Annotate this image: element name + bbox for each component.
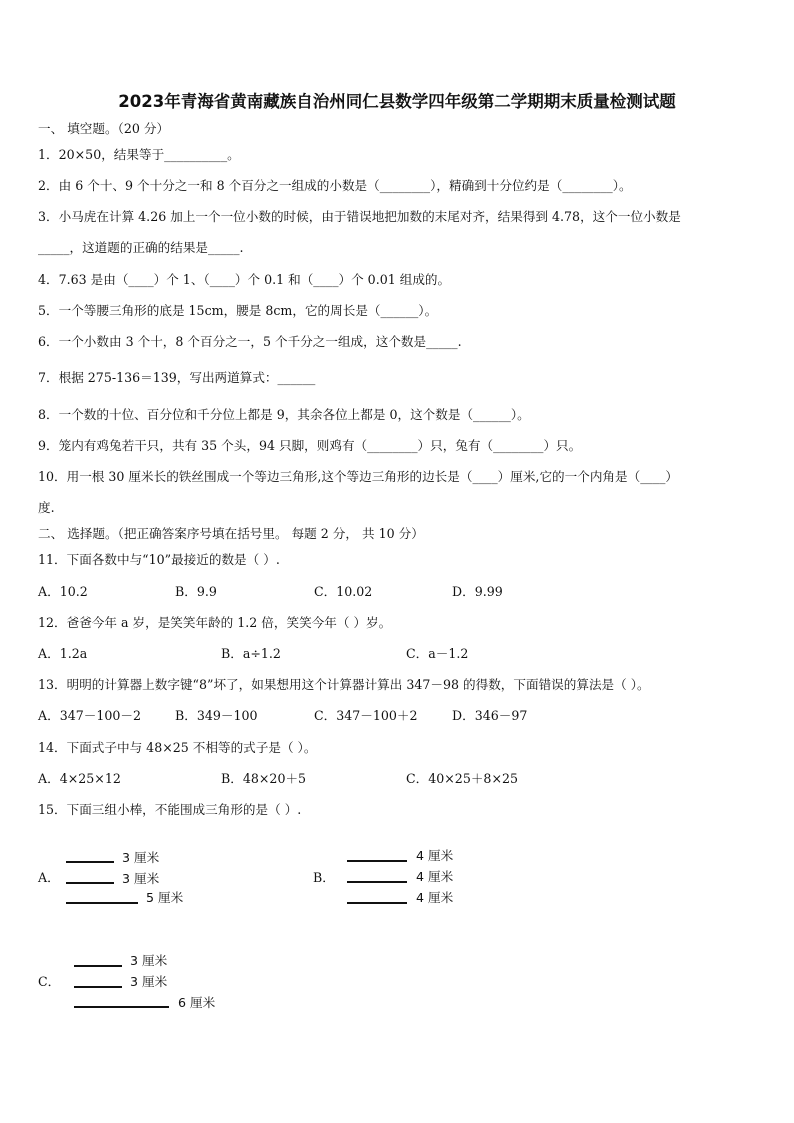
q11-option-c: C．10.02 xyxy=(314,584,373,599)
q12-option-a: A．1.2a xyxy=(38,646,88,661)
page-title: 2023年青海省黄南藏族自治州同仁县数学四年级第二学期期末质量检测试题 xyxy=(118,92,676,111)
q12-option-b: B．a÷1.2 xyxy=(221,646,281,661)
stick-bar xyxy=(74,986,122,988)
stick-bar xyxy=(66,861,114,863)
q13-option-d: D．346－97 xyxy=(452,708,528,723)
q14-option-a: A．4×25×12 xyxy=(38,771,121,786)
question-2: 2．由 6 个十、9 个十分之一和 8 个百分之一组成的小数是（________），精确到十分位约是（________）。 xyxy=(38,178,632,193)
question-10: 10．用一根 30 厘米长的铁丝围成一个等边三角形,这个等边三角形的边长是（____）厘米,它的一个内角是（____） xyxy=(38,469,678,484)
question-15: 15．下面三组小棒，不能围成三角形的是（ ）. xyxy=(38,802,302,817)
stick-bar xyxy=(74,1006,169,1008)
q14-option-b: B．48×20＋5 xyxy=(221,771,307,786)
group-a-letter: A． xyxy=(38,870,60,885)
question-10-cont: 度. xyxy=(38,500,55,515)
stick-bar xyxy=(66,882,114,884)
q13-option-b: B．349－100 xyxy=(175,708,258,723)
stick-length-label: 3 厘米 xyxy=(122,850,160,865)
question-13: 13．明明的计算器上数字键“8”坏了，如果想用这个计算器计算出 347－98 的得数，下面错误的算法是（ ）。 xyxy=(38,677,650,692)
q13-option-c: C．347－100＋2 xyxy=(314,708,418,723)
question-9: 9．笼内有鸡兔若干只，共有 35 个头，94 只脚，则鸡有（________）只，兔有（________）只。 xyxy=(38,438,582,453)
stick-bar xyxy=(347,881,407,883)
stick-bar xyxy=(74,965,122,967)
question-1: 1．20×50，结果等于__________。 xyxy=(38,147,240,162)
section-heading-choice: 二、 选择题。（把正确答案序号填在括号里。 每题 2 分， 共 10 分） xyxy=(38,526,424,541)
question-7: 7．根据 275-136＝139，写出两道算式：______ xyxy=(38,370,316,385)
stick-bar xyxy=(347,902,407,904)
group-c-letter: C． xyxy=(38,974,61,989)
q13-option-a: A．347－100－2 xyxy=(38,708,141,723)
question-3: 3．小马虎在计算 4.26 加上一个一位小数的时候，由于错误地把加数的末尾对齐，结果得到 4.78，这个一位小数是 xyxy=(38,209,681,224)
stick-length-label: 3 厘米 xyxy=(130,974,168,989)
stick-length-label: 6 厘米 xyxy=(178,995,216,1010)
question-11: 11．下面各数中与“10”最接近的数是（ ）. xyxy=(38,552,280,567)
q12-option-c: C．a－1.2 xyxy=(406,646,469,661)
stick-length-label: 4 厘米 xyxy=(416,869,454,884)
stick-length-label: 3 厘米 xyxy=(122,871,160,886)
question-3-cont: _____，这道题的正确的结果是_____. xyxy=(38,240,244,255)
question-5: 5．一个等腰三角形的底是 15cm，腰是 8cm，它的周长是（______）。 xyxy=(38,303,438,318)
q11-option-a: A．10.2 xyxy=(38,584,88,599)
q11-option-d: D．9.99 xyxy=(452,584,503,599)
stick-bar xyxy=(347,860,407,862)
q14-option-c: C．40×25＋8×25 xyxy=(406,771,519,786)
question-14: 14．下面式子中与 48×25 不相等的式子是（ ）。 xyxy=(38,740,317,755)
question-8: 8．一个数的十位、百分位和千分位上都是 9，其余各位上都是 0，这个数是（______）。 xyxy=(38,407,530,422)
stick-length-label: 4 厘米 xyxy=(416,848,454,863)
stick-bar xyxy=(66,902,138,904)
question-6: 6．一个小数由 3 个十，8 个百分之一，5 个千分之一组成，这个数是_____. xyxy=(38,334,462,349)
question-12: 12．爸爸今年 a 岁，是笑笑年龄的 1.2 倍，笑笑今年（ ）岁。 xyxy=(38,615,392,630)
stick-length-label: 4 厘米 xyxy=(416,890,454,905)
question-4: 4．7.63 是由（____）个 1、（____）个 0.1 和（____）个 0.01 组成的。 xyxy=(38,272,451,287)
stick-length-label: 5 厘米 xyxy=(146,890,184,905)
stick-length-label: 3 厘米 xyxy=(130,953,168,968)
q11-option-b: B．9.9 xyxy=(175,584,217,599)
group-b-letter: B． xyxy=(313,870,335,885)
section-heading-fill: 一、 填空题。（20 分） xyxy=(38,121,170,136)
